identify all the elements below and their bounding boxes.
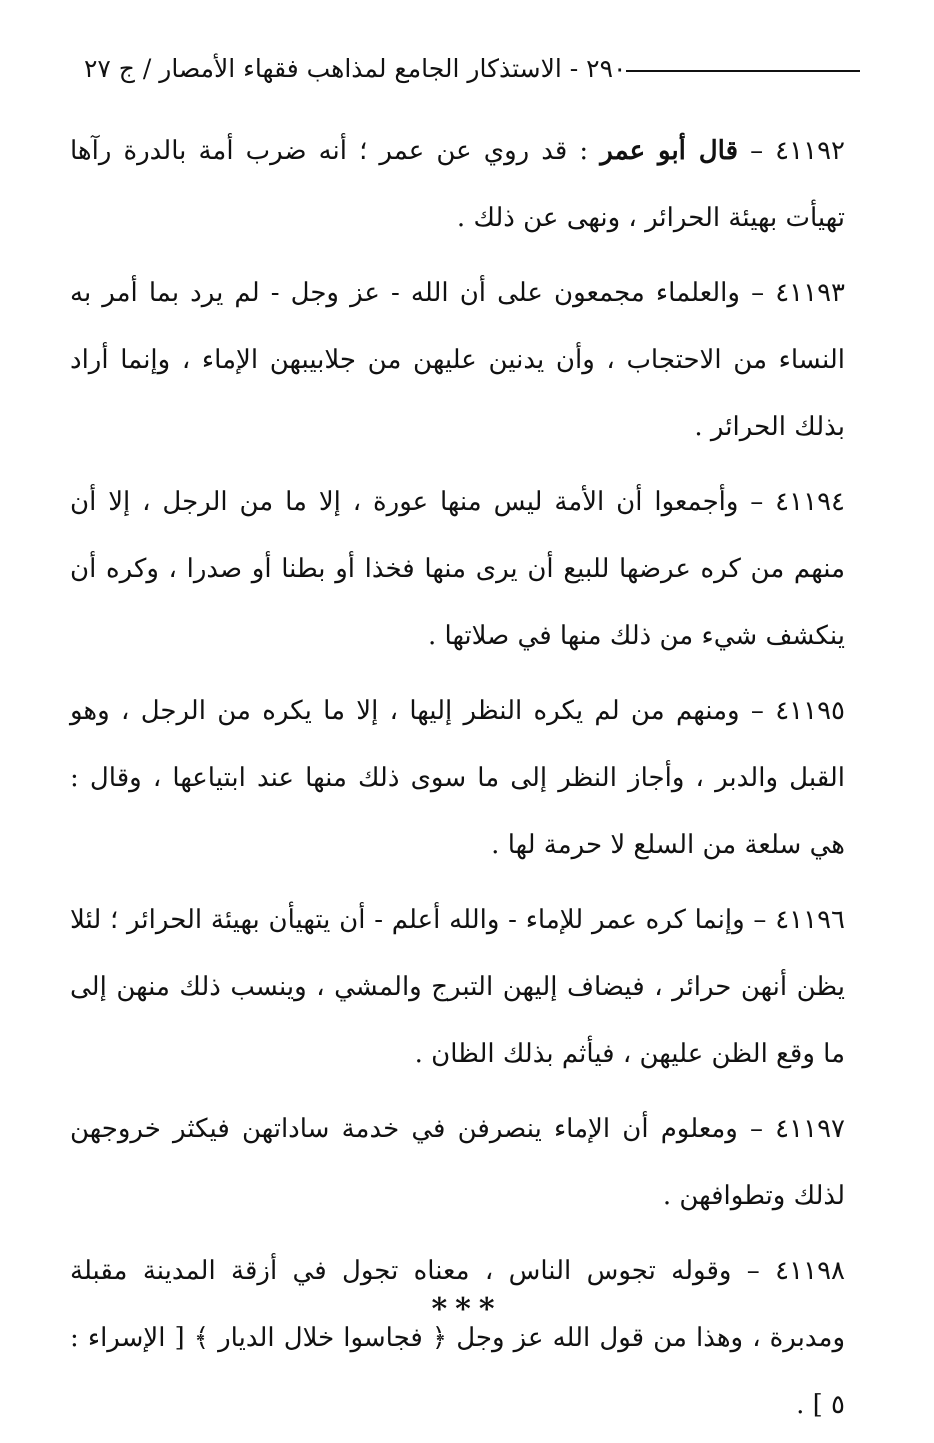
paragraph-text: والعلماء مجمعون على أن الله - عز وجل - لم يرد بما أمر به النساء من الاحتجاب ، وأن يدنين عليهن من جلابيبهن الإماء ، وإنما أراد بذلك الحرائر .	[70, 278, 845, 442]
dash: –	[737, 1114, 764, 1144]
paragraph-text: وقوله تجوس الناس ، معناه تجول في أزقة المدينة مقبلة ومدبرة ، وهذا من قول الله عز وجل ﴿ فجاسوا خلال الديار ﴾ [ الإسراء : ٥ ] .	[70, 1256, 845, 1420]
paragraph-text: ومنهم من لم يكره النظر إليها ، إلا ما يكره من الرجل ، وهو القبل والدبر ، وأجاز النظر إلى ما سوى ذلك منها عند ابتياعها ، وقال : هي سلعة من السلع لا حرمة لها .	[70, 696, 845, 860]
dash: –	[739, 278, 765, 308]
dash: –	[744, 905, 767, 935]
paragraph-number: ٤١١٩٤	[775, 487, 845, 517]
paragraph-41198	[70, 1238, 845, 1439]
paragraph-text: : قد روي عن عمر ؛ أنه ضرب أمة بالدرة رآها تهيأت بهيئة الحرائر ، ونهى عن ذلك .	[70, 136, 845, 233]
text-body	[70, 118, 845, 1443]
paragraph-text: وأجمعوا أن الأمة ليس منها عورة ، إلا ما من الرجل ، إلا أن منهم من كره عرضها للبيع أن يرى منها فخذا أو بطنا أو صدرا ، وكره أن ينكشف شيء من ذلك منها في صلاتها .	[70, 487, 845, 651]
paragraph-41192	[70, 118, 845, 252]
paragraph-number: ٤١١٩٨	[775, 1256, 845, 1286]
paragraph-number: ٤١١٩٣	[775, 278, 846, 308]
paragraph-41197	[70, 1096, 845, 1230]
paragraph-41195	[70, 678, 845, 879]
paragraph-41194	[70, 469, 845, 670]
paragraph-number: ٤١١٩٦	[775, 905, 846, 935]
paragraph-number: ٤١١٩٥	[775, 696, 846, 726]
header-rule	[626, 70, 860, 72]
paragraph-41193	[70, 260, 845, 461]
header-title: ٢٩٠ - الاستذكار الجامع لمذاهب فقهاء الأمصار / ج ٢٧	[84, 53, 627, 83]
dash: –	[738, 136, 764, 166]
paragraph-number: ٤١١٩٧	[775, 1114, 845, 1144]
dash: –	[738, 487, 764, 517]
running-header	[70, 40, 860, 96]
section-separator: ***	[431, 1292, 503, 1327]
dash: –	[731, 1256, 760, 1286]
paragraph-text: ومعلوم أن الإماء ينصرفن في خدمة ساداتهن فيكثر خروجهن لذلك وتطوافهن .	[70, 1114, 845, 1211]
paragraph-number: ٤١١٩٢	[775, 136, 845, 166]
paragraph-text: وإنما كره عمر للإماء - والله أعلم - أن يتهيأن بهيئة الحرائر ؛ لئلا يظن أنهن حرائر ، فيضاف إليهن التبرج والمشي ، وينسب ذلك منهن إلى ما وقع الظن عليهن ، فيأثم بذلك الظان .	[70, 905, 845, 1069]
paragraph-41196	[70, 887, 845, 1088]
paragraph-lead: قال أبو عمر	[600, 136, 739, 166]
dash: –	[739, 696, 764, 726]
